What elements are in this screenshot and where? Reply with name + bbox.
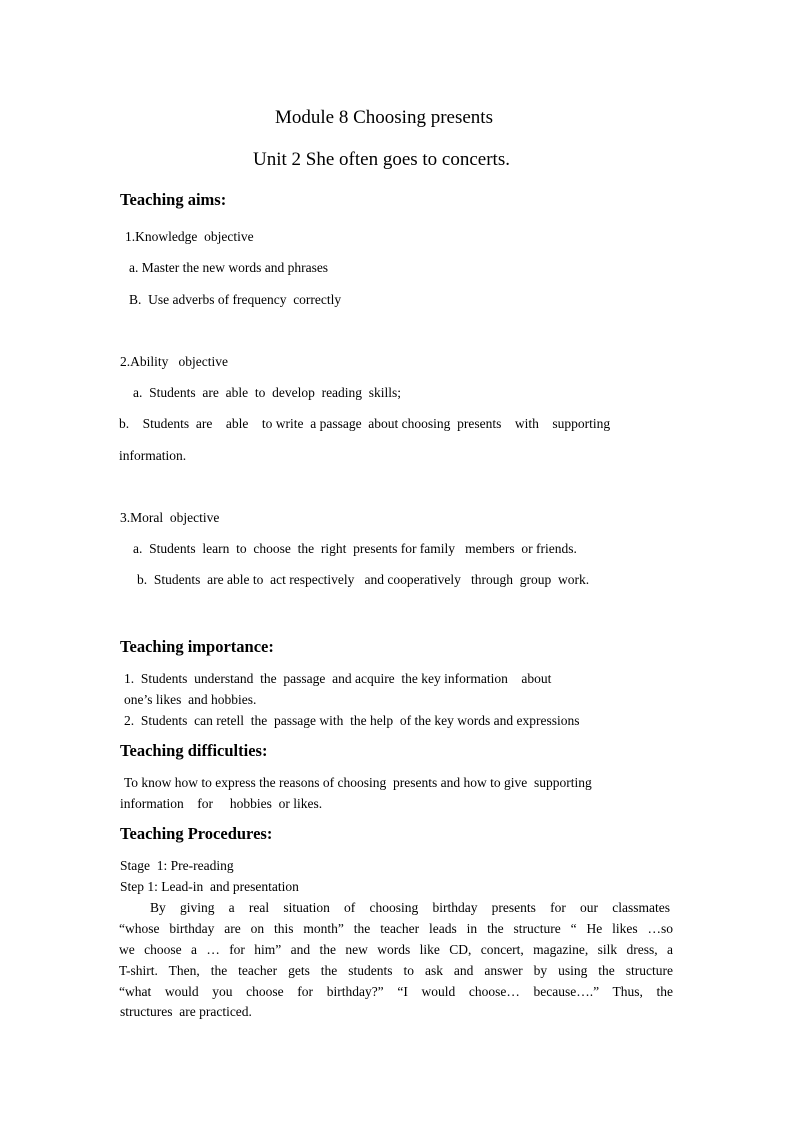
importance-item2: 2. Students can retell the passage with the help of the key words and expressions [124, 713, 580, 728]
procedure-paragraph-line: “what would you choose for birthday?” “I would choose… because….” Thus, the [119, 984, 673, 999]
step-label: Step 1: Lead-in and presentation [120, 879, 299, 894]
procedure-paragraph-line: T-shirt. Then, the teacher gets the students to ask and answer by using the structure [119, 963, 673, 978]
difficulties-line1: To know how to express the reasons of choosing presents and how to give supporting [124, 775, 592, 790]
unit-title: Unit 2 She often goes to concerts. [253, 149, 510, 170]
teaching-difficulties-heading: Teaching difficulties: [120, 741, 268, 760]
knowledge-objective-label: 1.Knowledge objective [125, 229, 254, 244]
importance-item1-line1: 1. Students understand the passage and acquire the key information about [124, 671, 552, 686]
difficulties-line2: information for hobbies or likes. [120, 796, 323, 811]
ability-item-b-line2: information. [119, 448, 187, 463]
moral-item-b: b. Students are able to act respectively and cooperatively through group work. [137, 572, 590, 587]
ability-item-a: a. Students are able to develop reading skills; [133, 385, 402, 400]
ability-objective-label: 2.Ability objective [120, 354, 228, 369]
teaching-procedures-heading: Teaching Procedures: [120, 824, 273, 843]
teaching-importance-heading: Teaching importance: [120, 637, 274, 656]
procedure-paragraph-line: “whose birthday are on this month” the teacher leads in the structure “ He likes …so [119, 921, 673, 936]
stage-label: Stage 1: Pre-reading [120, 858, 234, 873]
module-title: Module 8 Choosing presents [275, 107, 493, 128]
knowledge-item-a: a. Master the new words and phrases [129, 260, 329, 275]
ability-item-b-line1: b. Students are able to write a passage about choosing presents with supporting [119, 416, 611, 431]
moral-item-a: a. Students learn to choose the right presents for family members or friends. [133, 541, 577, 556]
knowledge-item-b: B. Use adverbs of frequency correctly [129, 292, 342, 307]
moral-objective-label: 3.Moral objective [120, 510, 220, 525]
importance-item1-line2: one’s likes and hobbies. [124, 692, 257, 707]
teaching-aims-heading: Teaching aims: [120, 190, 227, 209]
procedure-paragraph-last-line: structures are practiced. [120, 1004, 252, 1019]
procedure-paragraph-line: we choose a … for him” and the new words like CD, concert, magazine, silk dress, a [119, 942, 673, 957]
procedure-paragraph-line: By giving a real situation of choosing birthday presents for our classmates [150, 900, 670, 915]
